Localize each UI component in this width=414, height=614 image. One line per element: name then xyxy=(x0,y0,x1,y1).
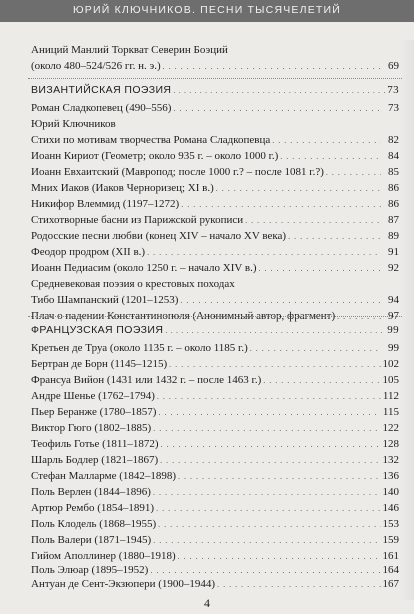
dot-leader xyxy=(165,324,385,336)
section-title: ВИЗАНТИЙСКАЯ ПОЭЗИЯ xyxy=(31,84,172,96)
toc-entry-page: 112 xyxy=(382,390,399,402)
toc-entry-title: Роман Сладкопевец (490–556) xyxy=(31,102,172,114)
toc-entry-title: Плач о падении Константинополя (Анонимный автор, фрагмент) xyxy=(31,310,336,322)
toc-entry-title: Антуан де Сент-Экзюпери (1900–1944) xyxy=(31,578,216,590)
toc-entry-title: Аниций Манлий Торкват Северин Боэций xyxy=(31,44,228,56)
toc-entry xyxy=(31,44,399,60)
toc-entry xyxy=(31,134,399,150)
toc-entry-title: Бертран де Борн (1145–1215) xyxy=(31,358,168,370)
toc-entry-page: 89 xyxy=(388,230,399,242)
toc-entry-title: Тибо Шампанский (1201–1253) xyxy=(31,294,179,306)
toc-entry xyxy=(31,262,399,278)
page-edge-shadow xyxy=(400,40,414,600)
toc-entry-title: Поль Элюар (1895–1952) xyxy=(31,564,149,576)
toc-entry-title: Стефан Малларме (1842–1898) xyxy=(31,470,177,482)
toc-entry-title: Феодор продром (XII в.) xyxy=(31,246,146,258)
toc-entry xyxy=(31,422,399,438)
toc-entry-page: 91 xyxy=(388,246,399,258)
toc-entry xyxy=(31,150,399,166)
toc-entry-title: Виктор Гюго (1802–1885) xyxy=(31,422,152,434)
section-divider xyxy=(28,78,402,79)
toc-entry-title: Иоанн Евхаитский (Мавропод; после 1000 г.? – после 1081 г.?) xyxy=(31,166,324,178)
running-header xyxy=(0,0,414,22)
toc-entry xyxy=(31,534,399,550)
toc-entry-page: 85 xyxy=(388,166,399,178)
dot-leader xyxy=(163,60,381,72)
toc-entry-title: Теофиль Готье (1811–1872) xyxy=(31,438,159,450)
toc-entry-page: 86 xyxy=(388,198,399,210)
toc-entry-page: 140 xyxy=(382,486,399,498)
page-number: 4 xyxy=(204,596,210,610)
toc-entry-page: 105 xyxy=(382,374,399,386)
toc-entry-page: 159 xyxy=(382,534,399,546)
toc-entry-title: Родосские песни любви (конец XIV – начало XV века) xyxy=(31,230,287,242)
toc-entry xyxy=(31,214,399,230)
toc-entry xyxy=(31,390,399,406)
section-divider xyxy=(28,316,402,317)
toc-entry-title: Поль Валери (1871–1945) xyxy=(31,534,152,546)
toc-entry-page: 73 xyxy=(388,102,399,114)
toc-entry xyxy=(31,454,399,470)
toc-entry-title: Юрий Ключников xyxy=(31,118,116,130)
toc-entry-page: 167 xyxy=(382,578,399,590)
toc-entry xyxy=(31,518,399,534)
toc-entry-page: 136 xyxy=(382,470,399,482)
toc-entry-page: 87 xyxy=(388,214,399,226)
toc-entry-page: 97 xyxy=(388,310,399,322)
toc-entry xyxy=(31,342,399,358)
toc-entry-title: Никифор Влеммид (1197–1272) xyxy=(31,198,180,210)
section-page: 99 xyxy=(387,324,399,336)
toc-entry-page: 164 xyxy=(382,564,399,576)
toc-entry-title: Шарль Бодлер (1821–1867) xyxy=(31,454,159,466)
toc-entry xyxy=(31,374,399,390)
toc-entry-title: Средневековая поэзия о крестовых походах xyxy=(31,278,235,290)
toc-entry-title: (около 480–524/526 гг. н. э.) xyxy=(31,60,161,72)
toc-entry xyxy=(31,246,399,262)
toc-entry-page: 94 xyxy=(388,294,399,306)
toc-entry-title: Кретьен де Труа (около 1135 г. – около 1185 г.) xyxy=(31,342,248,354)
toc-entry-title: Поль Верлен (1844–1896) xyxy=(31,486,151,498)
toc-entry-title: Пьер Беранже (1780–1857) xyxy=(31,406,157,418)
toc-entry-page: 161 xyxy=(382,550,399,562)
toc-entry-page: 86 xyxy=(388,182,399,194)
section-heading-french xyxy=(31,324,399,340)
toc-entry xyxy=(31,294,399,310)
toc-entry-page: 122 xyxy=(382,422,399,434)
toc-entry xyxy=(31,578,399,594)
toc-entry-page: 84 xyxy=(388,150,399,162)
toc-entry-page: 99 xyxy=(388,342,399,354)
toc-entry-title: Иоанн Кириот (Геометр; около 935 г. – около 1000 г.) xyxy=(31,150,279,162)
toc-entry xyxy=(31,486,399,502)
toc-entry xyxy=(31,230,399,246)
toc-entry-page: 115 xyxy=(382,406,399,418)
section-title: ФРАНЦУЗСКАЯ ПОЭЗИЯ xyxy=(31,324,164,336)
toc-entry-page: 69 xyxy=(388,60,399,72)
toc-entry-page: 102 xyxy=(382,358,399,370)
toc-entry-page: 92 xyxy=(388,262,399,274)
toc-entry xyxy=(31,102,399,118)
toc-entry-page: 82 xyxy=(388,134,399,146)
section-page: 73 xyxy=(387,84,399,96)
toc-entry-title: Артюр Рембо (1854–1891) xyxy=(31,502,155,514)
dot-leader xyxy=(173,84,385,96)
toc-entry-page: 128 xyxy=(382,438,399,450)
toc-entry xyxy=(31,438,399,454)
toc-entry xyxy=(31,166,399,182)
toc-entry xyxy=(31,118,399,134)
toc-entry-page: 132 xyxy=(382,454,399,466)
running-header-title: ЮРИЙ КЛЮЧНИКОВ. ПЕСНИ ТЫСЯЧЕЛЕТИЙ xyxy=(72,4,342,16)
toc-entry xyxy=(31,406,399,422)
toc-entry-page: 153 xyxy=(382,518,399,530)
toc-entry xyxy=(31,470,399,486)
toc-entry-title: Иоанн Педиасим (около 1250 г. – начало XIV в.) xyxy=(31,262,257,274)
toc-entry xyxy=(31,278,399,294)
toc-entry xyxy=(31,182,399,198)
toc-entry-title: Поль Клодель (1868–1955) xyxy=(31,518,157,530)
toc-entry-title: Франсуа Вийон (1431 или 1432 г. – после 1463 г.) xyxy=(31,374,262,386)
section-heading-byzantine xyxy=(31,84,399,100)
toc-entry xyxy=(31,358,399,374)
toc-entry-title: Стихотворные басни из Парижской рукописи xyxy=(31,214,244,226)
toc-entry-title: Стихи по мотивам творчества Романа Сладкопевца xyxy=(31,134,271,146)
toc-entry xyxy=(31,198,399,214)
toc-entry-title: Гийом Аполлинер (1880–1918) xyxy=(31,550,176,562)
toc-entry xyxy=(31,60,399,76)
toc-entry-page: 146 xyxy=(382,502,399,514)
toc-entry-title: Мних Иаков (Иаков Черноризец; XI в.) xyxy=(31,182,214,194)
toc-entry xyxy=(31,502,399,518)
toc-entry-title: Андре Шенье (1762–1794) xyxy=(31,390,155,402)
